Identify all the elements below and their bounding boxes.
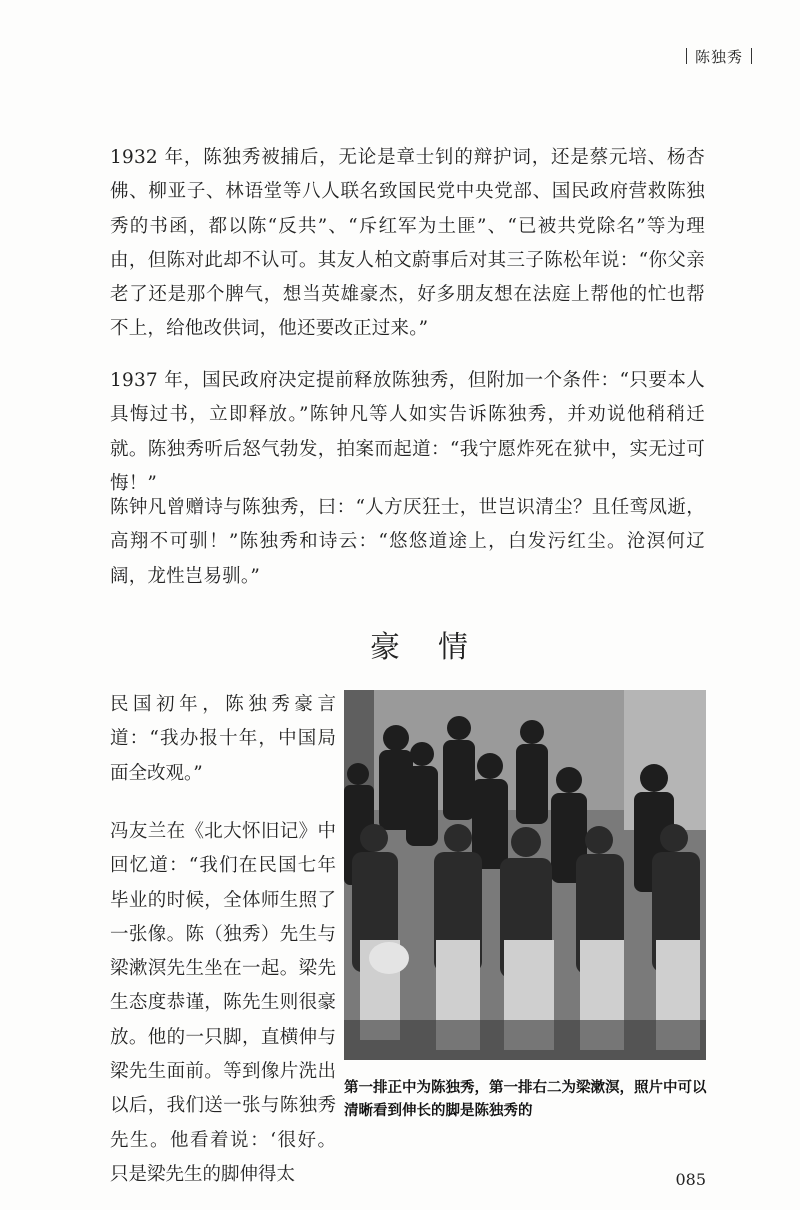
- header-divider-right: [751, 48, 752, 64]
- section-title: 豪情: [370, 630, 506, 665]
- group-photo-illustration: [344, 690, 706, 1060]
- body-paragraph: 1932 年，陈独秀被捕后，无论是章士钊的辩护词，还是蔡元培、杨杏佛、柳亚子、林语堂等八人联名致国民党中央党部、国民政府营救陈独秀的书函，都以陈“反共”、“斥红军为土匪”、“已被共党除名”等为理由，但陈对此却不认可。其友人柏文蔚事后对其三子陈松年说：“你父亲老了还是那个脾气，想当英雄豪杰，好多朋友想在法庭上帮他的忙也帮不上，给他改供词，他还要改正过来。”: [110, 147, 705, 340]
- photo-caption: 第一排正中为陈独秀，第一排右二为梁漱溟，照片中可以清晰看到伸长的脚是陈独秀的: [344, 1080, 707, 1119]
- header-divider-left: [686, 48, 687, 64]
- section-tag-text: 陈独秀: [694, 48, 743, 66]
- body-paragraph: 陈钟凡曾赠诗与陈独秀，曰：“人方厌狂士，世岂识清尘？且任鸾凤逝，高翔不可驯！”陈独秀和诗云：“悠悠道途上，白发污红尘。沧溟何辽阔，龙性岂易驯。”: [110, 497, 705, 587]
- body-paragraph: 1937 年，国民政府决定提前释放陈独秀，但附加一个条件：“只要本人具悔过书，立即释放。”陈钟凡等人如实告诉陈独秀，并劝说他稍稍迁就。陈独秀听后怒气勃发，拍案而起道：“我宁愿炸死在狱中，实无过可悔！”: [110, 370, 705, 494]
- group-photo: [344, 690, 706, 1060]
- column-paragraph: 民国初年，陈独秀豪言道：“我办报十年，中国局面全改观。”: [110, 694, 336, 784]
- column-paragraph: 冯友兰在《北大怀旧记》中回忆道：“我们在民国七年毕业的时候，全体师生照了一张像。陈（独秀）先生与梁漱溟先生坐在一起。梁先生态度恭谨，陈先生则很豪放。他的一只脚，直横伸与梁先生面前。等到像片洗出以后，我们送一张与陈独秀先生。他看着说：‘很好。只是梁先生的脚伸得太: [110, 821, 336, 1185]
- section-header-tag: [678, 46, 760, 67]
- page-number: 085: [675, 1170, 706, 1189]
